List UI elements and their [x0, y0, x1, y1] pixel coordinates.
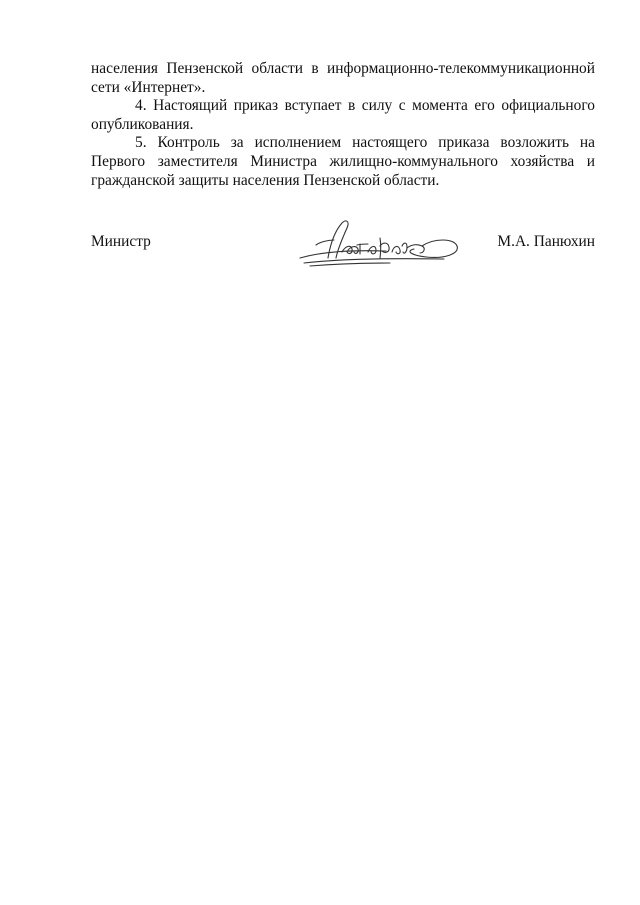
position-title: Министр [91, 233, 151, 250]
document-body [91, 60, 595, 190]
paragraph-item-5: 5. Контроль за исполнением настоящего приказа возложить на Первого заместителя Министра жилищно-коммунального хозяйства и гражданской защиты населения Пензенской области. [91, 134, 595, 189]
signature-block [91, 218, 595, 274]
handwritten-signature-icon [294, 218, 464, 270]
paragraph-publication-continuation: населения Пензенской области в информационно-телекоммуникационной сети «Интернет». [91, 60, 595, 96]
paragraph-item-4: 4. Настоящий приказ вступает в силу с момента его официального опубликования. [91, 97, 595, 133]
signer-name: М.А. Панюхин [497, 233, 595, 250]
